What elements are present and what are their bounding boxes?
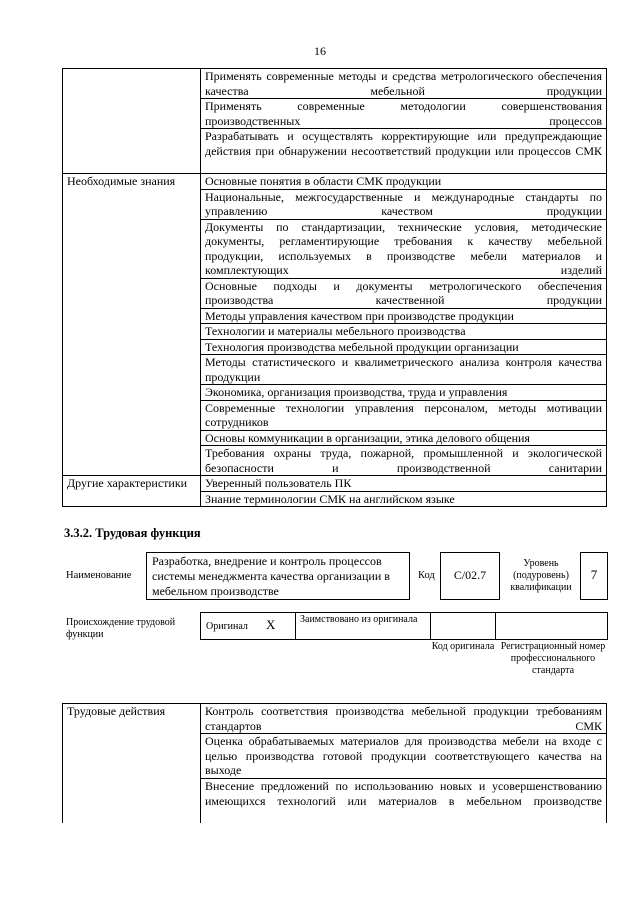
row-text: Применять современные методы и средства метрологического обеспечения качества мебельной продукции bbox=[201, 69, 607, 99]
name-value: Разработка, внедрение и контроль процессов системы менеджмента качества организации в мебельном производстве bbox=[152, 554, 390, 598]
page-number: 16 bbox=[314, 44, 326, 58]
action-text: Внесение предложений по использованию новых и усовершенствованию имеющихся технологий или материалов в мебельном производстве bbox=[201, 779, 607, 824]
row-label-knowledge: Необходимые знания bbox=[63, 174, 201, 476]
table-row bbox=[63, 174, 607, 190]
code-label: Код bbox=[418, 570, 435, 581]
code-value: С/02.7 bbox=[453, 568, 487, 582]
row-text: Современные технологии управления персоналом, методы мотивации сотрудников bbox=[201, 400, 607, 430]
row-text: Разрабатывать и осуществлять корректирующие или предупреждающие действия при обнаружении несоответствий продукции или процессов СМК bbox=[201, 129, 607, 174]
original-mark: X bbox=[266, 617, 276, 632]
table-row bbox=[63, 476, 607, 492]
table-row bbox=[63, 69, 607, 99]
reg-number-cell bbox=[495, 612, 608, 640]
row-text: Основные подходы и документы метрологического обеспечения производства качественной продукции bbox=[201, 278, 607, 308]
row-text: Основные понятия в области СМК продукции bbox=[201, 174, 607, 190]
row-label bbox=[63, 69, 201, 174]
row-text: Национальные, межгосударственные и международные стандарты по управлению качеством продукции bbox=[201, 189, 607, 219]
row-text: Знание терминологии СМК на английском языке bbox=[201, 491, 607, 507]
level-label: Уровень (подуровень) квалификации bbox=[510, 558, 572, 593]
reg-number-label: Регистрационный номер профессионального стандарта bbox=[500, 641, 606, 676]
origin-label: Происхождение трудовой функции bbox=[66, 617, 176, 640]
row-text: Технологии и материалы мебельного производства bbox=[201, 324, 607, 340]
name-label: Наименование bbox=[66, 570, 132, 581]
row-text: Применять современные методологии совершенствования производственных процессов bbox=[201, 99, 607, 129]
actions-label: Трудовые действия bbox=[63, 704, 201, 824]
borrowed-label: Заимствовано из оригинала bbox=[300, 614, 418, 625]
row-label-other: Другие характеристики bbox=[63, 476, 201, 507]
action-text: Оценка обрабатываемых материалов для производства мебели на входе с целью производства готовой продукции соответствующего качества на выходе bbox=[201, 734, 607, 779]
knowledge-table bbox=[62, 68, 607, 507]
level-value: 7 bbox=[590, 567, 598, 582]
section-title: 3.3.2. Трудовая функция bbox=[64, 526, 201, 540]
row-text: Методы управления качеством при производстве продукции bbox=[201, 308, 607, 324]
row-text: Требования охраны труда, пожарной, промышленной и экологической безопасности и производственной санитарии bbox=[201, 446, 607, 476]
row-text: Уверенный пользователь ПК bbox=[201, 476, 607, 492]
row-text: Основы коммуникации в организации, этика делового общения bbox=[201, 430, 607, 446]
table-row bbox=[63, 704, 607, 734]
actions-table bbox=[62, 703, 607, 823]
original-label: Оригинал bbox=[206, 621, 248, 632]
code-original-label: Код оригинала bbox=[431, 641, 495, 652]
row-text: Технология производства мебельной продукции организации bbox=[201, 339, 607, 355]
code-original-cell bbox=[430, 612, 496, 640]
action-text: Контроль соответствия производства мебельной продукции требованиям стандартов СМК bbox=[201, 704, 607, 734]
row-text: Экономика, организация производства, труда и управления bbox=[201, 385, 607, 401]
row-text: Документы по стандартизации, технические условия, методические документы, регламентирующие требования к качеству мебельной продукции, используемых в производстве мебели материалов и комплектующих изделий bbox=[201, 219, 607, 278]
row-text: Методы статистического и квалиметрического анализа контроля качества продукции bbox=[201, 355, 607, 385]
